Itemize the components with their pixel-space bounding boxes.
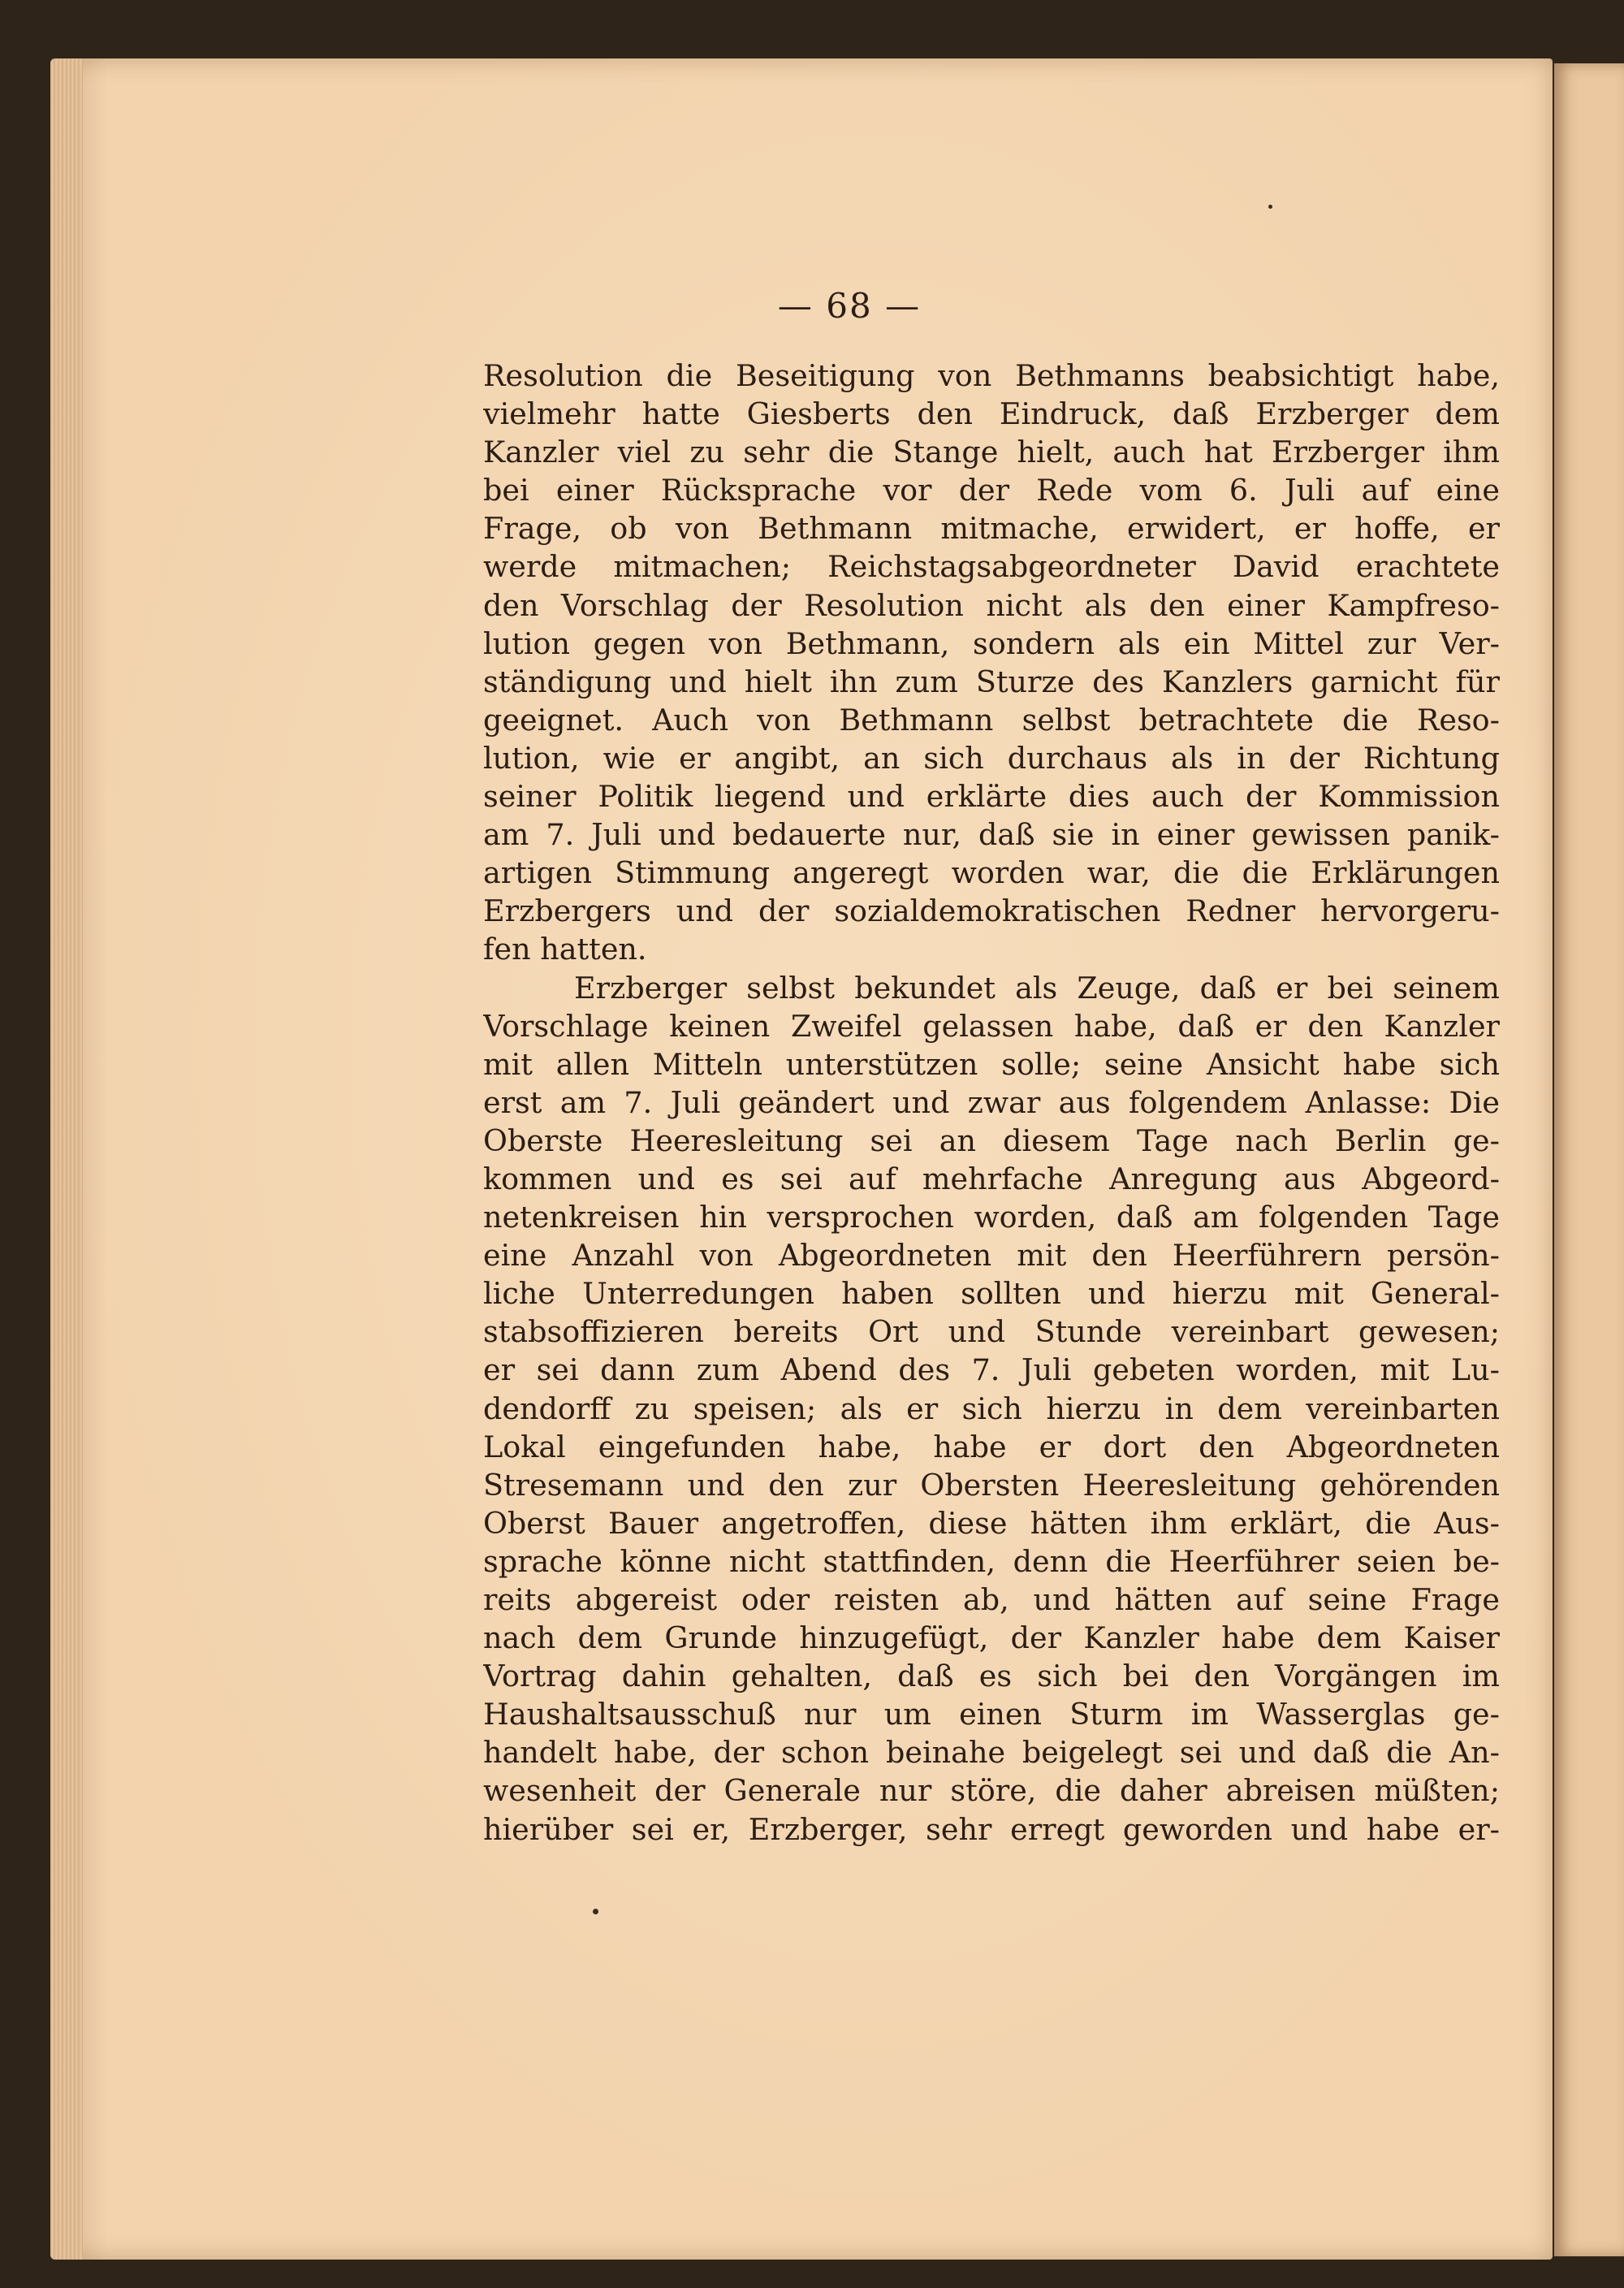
- text-line: Haushaltsausschuß nur um einen Sturm im Wasserglas ge-: [483, 1697, 1500, 1732]
- paper-speck: [593, 1909, 598, 1914]
- text-line: er sei dann zum Abend des 7. Juli gebeten worden, mit Lu-: [483, 1352, 1500, 1388]
- book-page: [50, 58, 1553, 2260]
- text-line: bei einer Rücksprache vor der Rede vom 6. Juli auf eine: [483, 473, 1500, 508]
- text-line: Erzberger selbst bekundet als Zeuge, daß er bei seinem: [574, 970, 1500, 1006]
- paper-speck: [1268, 205, 1272, 209]
- text-line: nach dem Grunde hinzugefügt, der Kanzler habe dem Kaiser: [483, 1620, 1500, 1656]
- text-line: handelt habe, der schon beinahe beigelegt sei und daß die An-: [483, 1735, 1500, 1771]
- adjacent-page-edge: [1554, 63, 1624, 2256]
- text-line: hierüber sei er, Erzberger, sehr erregt geworden und habe er-: [483, 1811, 1500, 1847]
- text-line: liche Unterredungen haben sollten und hierzu mit General-: [483, 1276, 1500, 1312]
- text-line: mit allen Mitteln unterstützen solle; seine Ansicht habe sich: [483, 1046, 1500, 1082]
- text-line: lution gegen von Bethmann, sondern als ein Mittel zur Ver-: [483, 625, 1500, 661]
- text-line: Frage, ob von Bethmann mitmache, erwidert, er hoffe, er: [483, 511, 1500, 547]
- text-line: sprache könne nicht stattfinden, denn die Heerführer seien be-: [483, 1543, 1500, 1579]
- text-line: Erzbergers und der sozialdemokratischen Redner hervorgeru-: [483, 893, 1500, 929]
- text-line: Resolution die Beseitigung von Bethmanns beabsichtigt habe,: [483, 358, 1500, 393]
- text-line: wesenheit der Generale nur störe, die daher abreisen müßten;: [483, 1773, 1500, 1809]
- text-line: Oberst Bauer angetroffen, diese hätten ihm erklärt, die Aus-: [483, 1505, 1500, 1541]
- text-line: Lokal eingefunden habe, habe er dort den Abgeordneten: [483, 1429, 1500, 1464]
- text-line: am 7. Juli und bedauerte nur, daß sie in einer gewissen panik-: [483, 817, 1500, 853]
- text-line: ständigung und hielt ihn zum Sturze des Kanzlers garnicht für: [483, 664, 1500, 699]
- text-line: vielmehr hatte Giesberts den Eindruck, daß Erzberger dem: [483, 396, 1500, 432]
- text-line: eine Anzahl von Abgeordneten mit den Heerführern persön-: [483, 1238, 1500, 1274]
- page-number: — 68 —: [777, 286, 922, 326]
- text-line: dendorff zu speisen; als er sich hierzu in dem vereinbarten: [483, 1391, 1500, 1426]
- text-line: Vortrag dahin gehalten, daß es sich bei den Vorgängen im: [483, 1659, 1500, 1694]
- text-line: Stresemann und den zur Obersten Heeresleitung gehörenden: [483, 1467, 1500, 1503]
- text-line: reits abgereist oder reisten ab, und hätten auf seine Frage: [483, 1582, 1500, 1617]
- text-line: fen hatten.: [483, 932, 647, 967]
- text-line: geeignet. Auch von Bethmann selbst betrachtete die Reso-: [483, 702, 1500, 737]
- text-line: stabsoffizieren bereits Ort und Stunde vereinbart gewesen;: [483, 1314, 1500, 1350]
- text-line: erst am 7. Juli geändert und zwar aus folgendem Anlasse: Die: [483, 1084, 1500, 1120]
- text-line: den Vorschlag der Resolution nicht als den einer Kampfreso-: [483, 587, 1500, 623]
- page-stack-edge: [50, 58, 83, 2260]
- text-line: netenkreisen hin versprochen worden, daß am folgenden Tage: [483, 1200, 1500, 1235]
- text-line: kommen und es sei auf mehrfache Anregung aus Abgeord-: [483, 1161, 1500, 1196]
- body-text: [483, 357, 1500, 1849]
- text-line: Vorschlage keinen Zweifel gelassen habe, daß er den Kanzler: [483, 1008, 1500, 1044]
- text-line: Kanzler viel zu sehr die Stange hielt, auch hat Erzberger ihm: [483, 435, 1500, 470]
- text-line: werde mitmachen; Reichstagsabgeordneter David erachtete: [483, 549, 1500, 585]
- text-line: artigen Stimmung angeregt worden war, die die Erklärungen: [483, 855, 1500, 891]
- text-line: seiner Politik liegend und erklärte dies auch der Kommission: [483, 779, 1500, 815]
- text-line: Oberste Heeresleitung sei an diesem Tage nach Berlin ge-: [483, 1122, 1500, 1158]
- text-line: lution, wie er angibt, an sich durchaus als in der Richtung: [483, 740, 1500, 776]
